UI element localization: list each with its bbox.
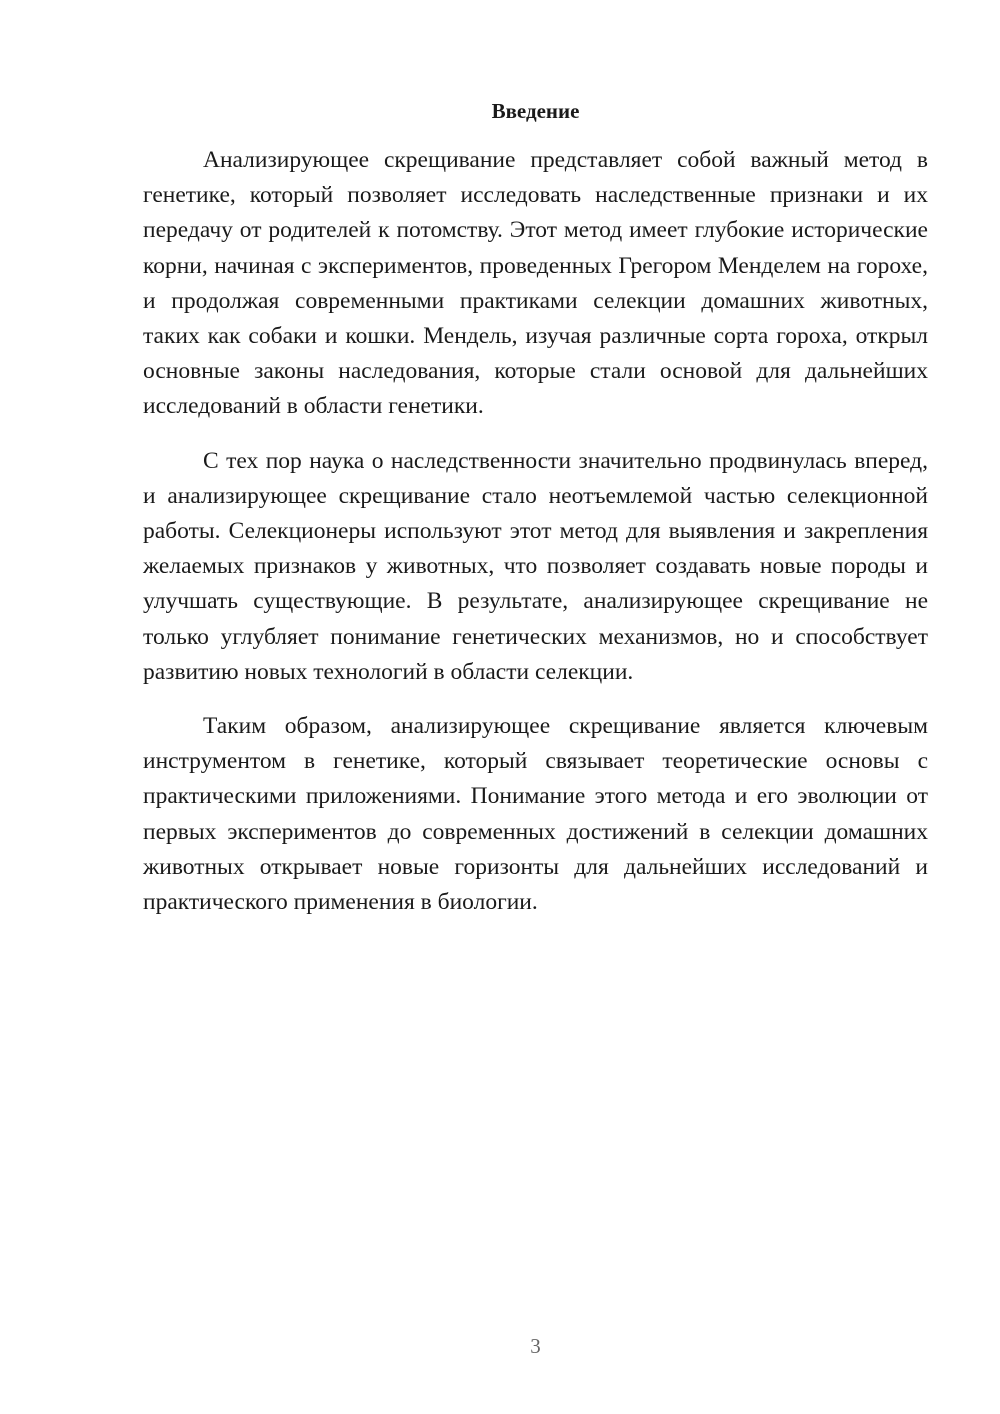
paragraph-3: Таким образом, анализирующее скрещивание является ключевым инструментом в генетике, который связывает теоретические основы с практическими приложениями. Понимание этого метода и его эволюции от первых экспериментов до современных достижений в селекции домашних животных открывает новые горизонты для дальнейших исследований и практического применения в биологии. [143,713,928,916]
page-number: 3 [530,1334,541,1358]
paragraph-1: Анализирующее скрещивание представляет собой важный метод в генетике, который позволяет исследовать наследственные признаки и их передачу от родителей к потомству. Этот метод имеет глубокие исторические корни, начиная с экспериментов, проведенных Грегором Менделем на горохе, и продолжая современными практиками селекции домашних животных, таких как собаки и кошки. Мендель, изучая различные сорта гороха, открыл основные законы наследования, которые стали основой для дальнейших исследований в области генетики. [143,147,928,420]
section-heading: Введение [491,99,580,123]
body-text [143,143,928,939]
paragraph-2: С тех пор наука о наследственности значительно продвинулась вперед, и анализирующее скрещивание стало неотъемлемой частью селекционной работы. Селекционеры используют этот метод для выявления и закрепления желаемых признаков у животных, что позволяет создавать новые породы и улучшать существующие. В результате, анализирующее скрещивание не только углубляет понимание генетических механизмов, но и способствует развитию новых технологий в области селекции. [143,447,928,685]
